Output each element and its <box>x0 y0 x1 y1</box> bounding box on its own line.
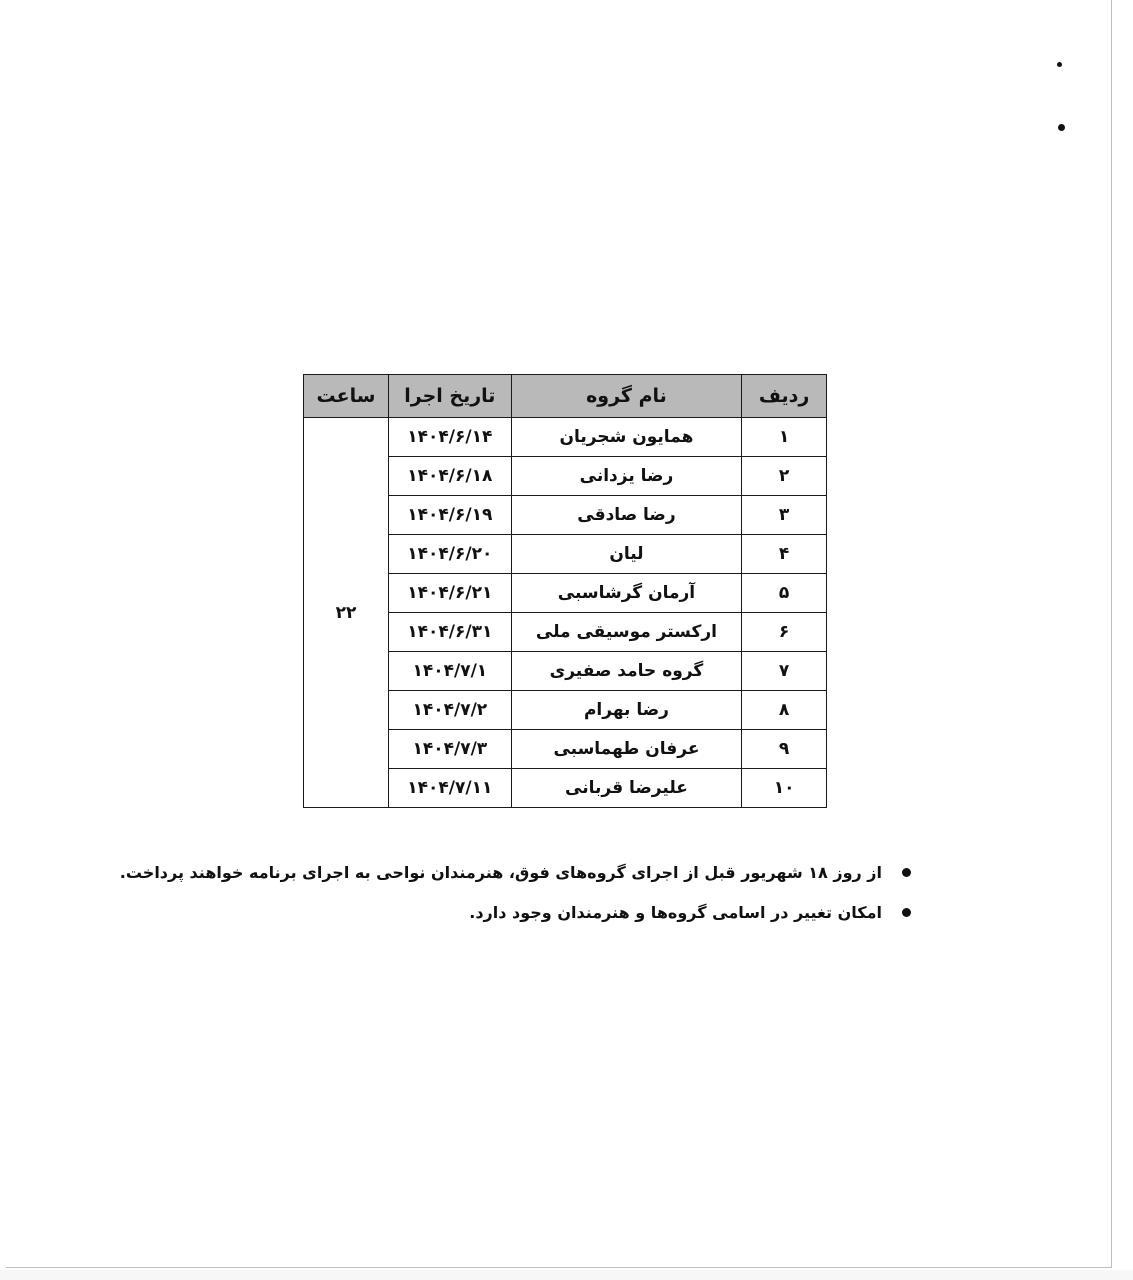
header-hour: ساعت <box>304 375 389 418</box>
group-name: رضا بهرام <box>511 691 741 730</box>
performance-date: ۱۴۰۴/۶/۱۸ <box>388 457 511 496</box>
row-number: ۹ <box>742 730 827 769</box>
group-name: لیان <box>511 535 741 574</box>
table-header-row <box>304 375 827 418</box>
group-name: عرفان طهماسبی <box>511 730 741 769</box>
performance-hour: ۲۲ <box>304 418 389 808</box>
header-group-name: نام گروه <box>511 375 741 418</box>
list-item <box>258 896 918 936</box>
group-name: آرمان گرشاسبی <box>511 574 741 613</box>
bullet-icon <box>902 908 911 917</box>
list-item <box>119 856 918 896</box>
row-number: ۸ <box>742 691 827 730</box>
performance-date: ۱۴۰۴/۷/۲ <box>388 691 511 730</box>
group-name: گروه حامد صفیری <box>511 652 741 691</box>
notes-list <box>119 856 918 936</box>
schedule-table <box>303 374 827 808</box>
performance-date: ۱۴۰۴/۶/۱۴ <box>388 418 511 457</box>
bullet-mark-icon <box>1057 62 1062 67</box>
group-name: ارکستر موسیقی ملی <box>511 613 741 652</box>
performance-date: ۱۴۰۴/۶/۱۹ <box>388 496 511 535</box>
row-number: ۱ <box>742 418 827 457</box>
performance-date: ۱۴۰۴/۶/۲۱ <box>388 574 511 613</box>
performance-date: ۱۴۰۴/۶/۲۰ <box>388 535 511 574</box>
group-name: رضا صادقی <box>511 496 741 535</box>
group-name: همایون شجریان <box>511 418 741 457</box>
performance-date: ۱۴۰۴/۶/۳۱ <box>388 613 511 652</box>
page-bottom-edge <box>0 1270 1133 1280</box>
header-row-number: ردیف <box>742 375 827 418</box>
note-text: امکان تغییر در اسامی گروه‌ها و هنرمندان وجود دارد. <box>469 903 882 922</box>
bullet-mark-icon <box>1058 124 1065 131</box>
table-row <box>304 418 827 457</box>
row-number: ۴ <box>742 535 827 574</box>
group-name: علیرضا قربانی <box>511 769 741 808</box>
row-number: ۵ <box>742 574 827 613</box>
row-number: ۲ <box>742 457 827 496</box>
row-number: ۶ <box>742 613 827 652</box>
bullet-icon <box>902 868 911 877</box>
note-text: از روز ۱۸ شهریور قبل از اجرای گروه‌های فوق، هنرمندان نواحی به اجرای برنامه خواهند پرداخت. <box>119 863 882 882</box>
performance-date: ۱۴۰۴/۷/۳ <box>388 730 511 769</box>
group-name: رضا یزدانی <box>511 457 741 496</box>
performance-date: ۱۴۰۴/۷/۱۱ <box>388 769 511 808</box>
row-number: ۱۰ <box>742 769 827 808</box>
header-date: تاریخ اجرا <box>388 375 511 418</box>
row-number: ۷ <box>742 652 827 691</box>
performance-date: ۱۴۰۴/۷/۱ <box>388 652 511 691</box>
row-number: ۳ <box>742 496 827 535</box>
